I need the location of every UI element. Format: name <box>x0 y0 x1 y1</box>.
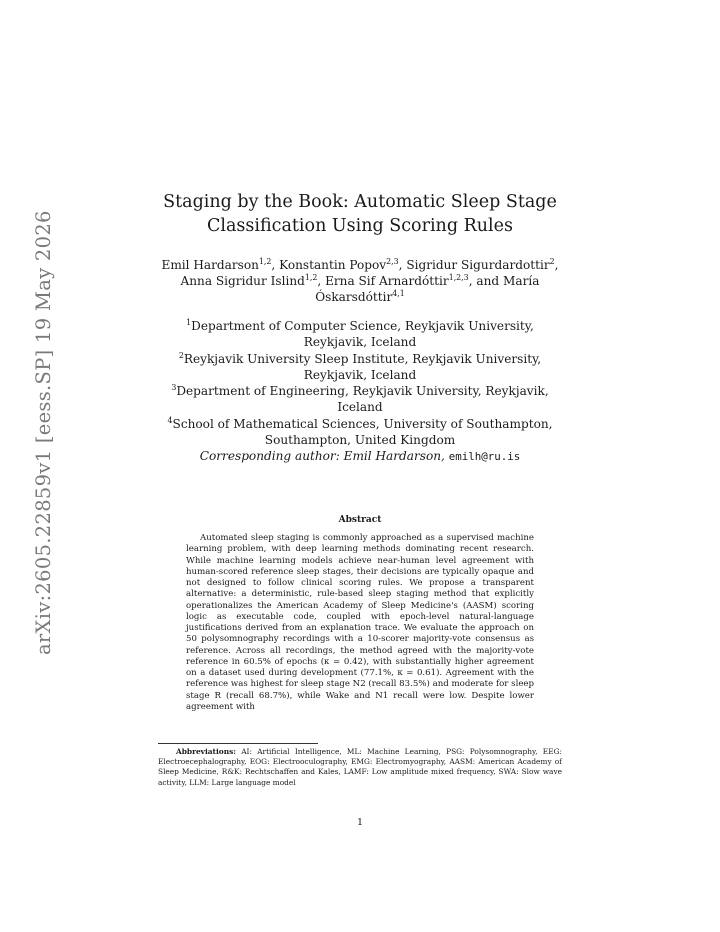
affiliation-number: 1 <box>186 317 192 327</box>
affiliation-number: 3 <box>171 383 177 393</box>
affiliation-line: Department of Engineering, Reykjavik University, Reykjavik, <box>176 384 549 399</box>
title-line-1: Staging by the Book: Automatic Sleep Stage <box>163 192 557 212</box>
author-line-3 <box>150 289 570 305</box>
affiliation-list <box>150 318 570 466</box>
author-affil-mark: 4,1 <box>392 288 405 298</box>
paper-title <box>150 190 570 238</box>
abbreviations-footnote <box>158 747 562 788</box>
page-number: 1 <box>356 817 364 828</box>
abstract-heading: Abstract <box>338 515 382 525</box>
author-list <box>150 257 570 305</box>
affiliation-item <box>150 318 570 351</box>
affiliation-item <box>150 383 570 416</box>
arxiv-identifier: arXiv:2605.22859v1 [eess.SP] 19 May 2026 <box>32 210 55 655</box>
affiliation-item <box>150 351 570 384</box>
affiliation-line: Department of Computer Science, Reykjavik University, <box>191 319 534 333</box>
author-affil-mark: 1,2 <box>258 256 272 266</box>
affiliation-line: Reykjavik, Iceland <box>303 367 417 382</box>
affiliation-line: Iceland <box>337 400 383 415</box>
corresponding-email[interactable]: emilh@ru.is <box>448 450 521 464</box>
author-line-2: Anna Sigridur Islind$^{1,2}$, Erna Sif Arnardóttir$^{1,2,3}$, and María <box>180 272 540 288</box>
abstract-text: Automated sleep staging is commonly approached as a supervised machine learning problem, with deep learning methods dominating recent research. While machine learning models achieve near-human level agreement with human-scored reference sleep stages, their decisions are typically opaque and not designed to follow clinical scoring rules. We propose a transparent alternative: a deterministic, rule-based sleep staging method that explicitly operationalizes the American Academy of Sleep Medicine's (AASM) scoring logic as executable code, coupled with epoch-level natural-language justifications derived from an explanation trace. We evaluate the approach on 50 polysomnography recordings with a 10-scorer majority-vote consensus as reference. Across all recordings, the method agreed with the majority-vote reference in 60.5% of epochs (κ = 0.42), with substantially higher agreement on a dataset used during development (77.1%, κ = 0.61). Agreement with the reference was highest for sleep stage N2 (recall 83.5%) and moderate for sleep stage R (recall 68.7%), while Wake and N1 recall were low. Despite lower agreement with <box>186 533 534 712</box>
author-name: Sigridur Sigurdardottir <box>406 258 550 272</box>
affiliation-line: Southampton, United Kingdom <box>264 433 456 448</box>
author-name: Emil Hardarson <box>161 258 259 272</box>
affiliation-line: School of Mathematical Sciences, University of Southampton, <box>172 416 553 431</box>
author-name: Anna Sigridur Islind <box>180 274 305 288</box>
affiliation-number: 4 <box>167 415 173 425</box>
author-affil-mark: 2,3 <box>386 256 399 266</box>
title-line-2: Classification Using Scoring Rules <box>207 216 513 236</box>
corresponding-label: Corresponding author: Emil Hardarson, <box>199 449 445 464</box>
author-line-1: Emil Hardarson$^{1,2}$, Konstantin Popov$^{2,3}$, Sigridur Sigurdardottir$^2$, <box>161 256 559 272</box>
author-affil-mark: 1,2,3 <box>448 272 469 282</box>
author-name-last: Óskarsdóttir <box>315 290 393 304</box>
footnote-rule <box>158 743 318 744</box>
affiliation-item <box>150 416 570 449</box>
author-name: Konstantin Popov <box>279 258 387 272</box>
author-name: Erna Sif Arnardóttir <box>325 274 449 288</box>
author-affil-mark: 1,2 <box>304 272 318 282</box>
affiliation-line: Reykjavik, Iceland <box>303 335 417 350</box>
affiliation-line: Reykjavik University Sleep Institute, Reykjavik University, <box>183 351 542 366</box>
corresponding-author <box>150 448 570 465</box>
footnote-label: Abbreviations: <box>176 747 236 756</box>
author-affil-mark: 2 <box>549 256 555 266</box>
footnote-text: AI: Artificial Intelligence, ML: Machine Learning, PSG: Polysomnography, EEG: Electroecephalography, EOG: Electrooculography, EMG: Electromyography, AASM: American Academy of Sleep Medicine, R&K: Rechtschaffen and Kales, LAMF: Low amplitude mixed frequency, SWA: Slow wave activity, LLM: Large language model <box>158 747 562 787</box>
author-name-first: María <box>503 274 540 288</box>
affiliation-number: 2 <box>178 350 184 360</box>
author-conjunction: and <box>476 274 500 288</box>
